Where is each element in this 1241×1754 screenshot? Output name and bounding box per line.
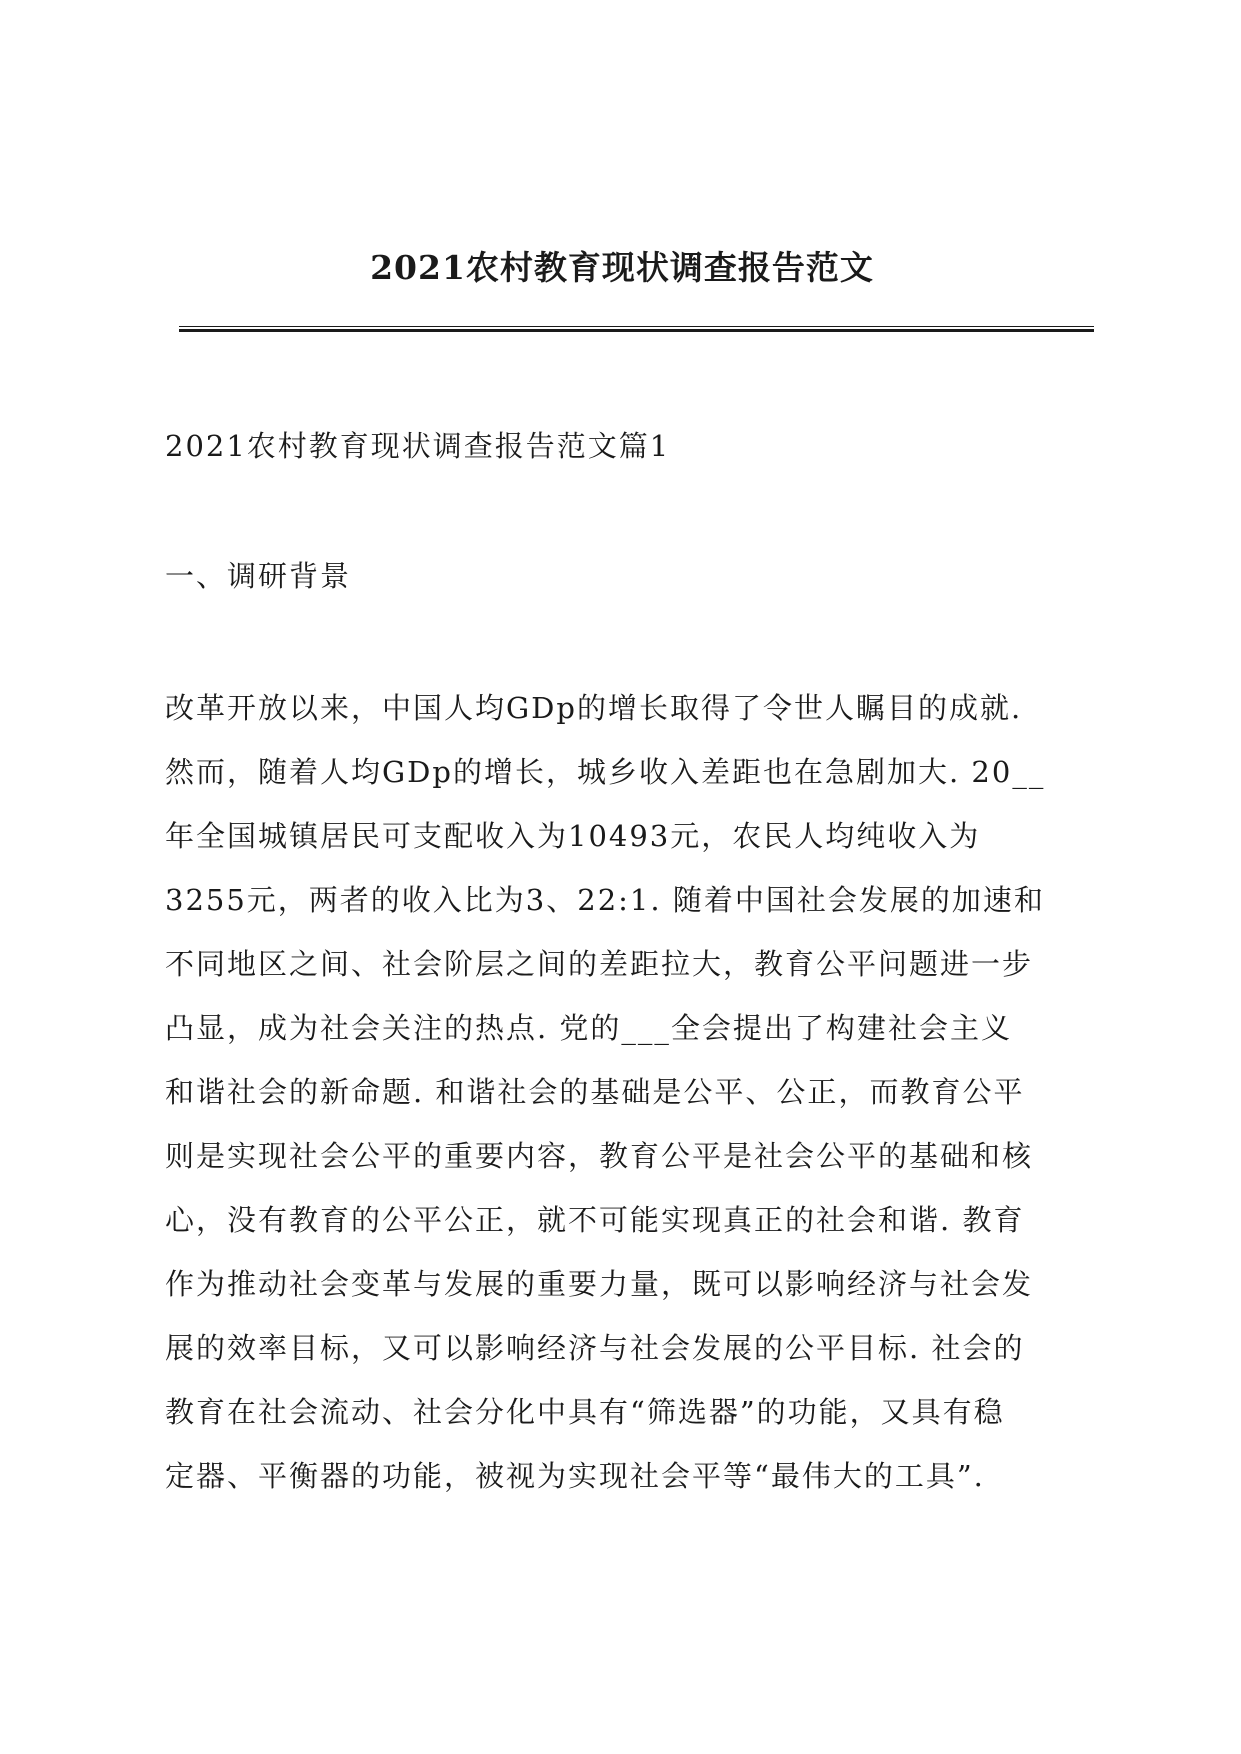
body-line: 和谐社会的新命题. 和谐社会的基础是公平、公正，而教育公平 — [165, 1075, 1025, 1109]
body-line: 教育在社会流动、社会分化中具有“筛选器”的功能，又具有稳 — [165, 1395, 1005, 1429]
body-paragraph — [165, 676, 1090, 1508]
section-heading-research-background: 一、调研背景 — [165, 559, 352, 593]
body-line: 定器、平衡器的功能，被视为实现社会平等“最伟大的工具”. — [165, 1459, 985, 1493]
body-line: 不同地区之间、社会阶层之间的差距拉大，教育公平问题进一步 — [165, 947, 1034, 981]
body-line: 年全国城镇居民可支配收入为10493元，农民人均纯收入为 — [165, 819, 981, 853]
body-line: 作为推动社会变革与发展的重要力量，既可以影响经济与社会发 — [165, 1267, 1034, 1301]
body-line: 3255元，两者的收入比为3、22:1. 随着中国社会发展的加速和 — [165, 883, 1045, 917]
document-title: 2021农村教育现状调查报告范文 — [370, 248, 874, 287]
title-rule-thin-line — [179, 326, 1094, 327]
body-line: 改革开放以来，中国人均GDp的增长取得了令世人瞩目的成就. — [165, 691, 1023, 725]
article-heading: 2021农村教育现状调查报告范文篇1 — [165, 429, 671, 463]
body-line: 心，没有教育的公平公正，就不可能实现真正的社会和谐. 教育 — [165, 1203, 1025, 1237]
body-line: 则是实现社会公平的重要内容，教育公平是社会公平的基础和核 — [165, 1139, 1034, 1173]
body-line: 展的效率目标，又可以影响经济与社会发展的公平目标. 社会的 — [165, 1331, 1025, 1365]
title-rule-thick-line — [179, 329, 1094, 332]
body-line: 然而，随着人均GDp的增长，城乡收入差距也在急剧加大. 20__ — [165, 755, 1046, 789]
body-line: 凸显，成为社会关注的热点. 党的___全会提出了构建社会主义 — [165, 1011, 1012, 1045]
title-double-rule — [179, 326, 1094, 332]
